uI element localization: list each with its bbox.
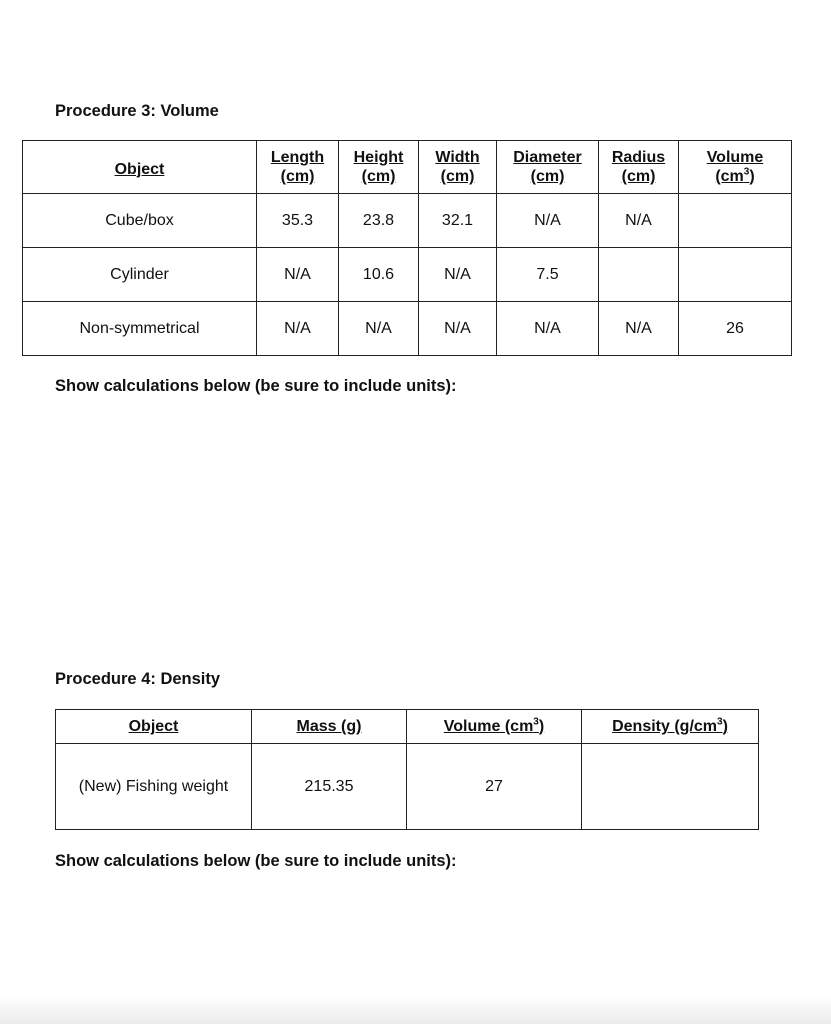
cell-width: N/A bbox=[419, 248, 497, 302]
header-diameter: Diameter (cm) bbox=[497, 141, 599, 194]
procedure3-calc-note: Show calculations below (be sure to include units): bbox=[55, 377, 457, 395]
header-radius: Radius (cm) bbox=[599, 141, 679, 194]
table-row bbox=[23, 248, 792, 302]
density-table-header-row bbox=[56, 710, 759, 744]
cell-width: 32.1 bbox=[419, 194, 497, 248]
cell-volume[interactable] bbox=[679, 248, 792, 302]
cell-length: N/A bbox=[257, 248, 339, 302]
procedure4-heading: Procedure 4: Density bbox=[55, 670, 221, 688]
header-width: Width (cm) bbox=[419, 141, 497, 194]
header-density: Density $(g/cm^3)$ bbox=[582, 710, 759, 744]
header-length: Length (cm) bbox=[257, 141, 339, 194]
header-volume: Volume $(cm^3)$ bbox=[407, 710, 582, 744]
header-object: Object bbox=[23, 141, 257, 194]
cell-object: Non-symmetrical bbox=[23, 302, 257, 356]
cell-height: N/A bbox=[339, 302, 419, 356]
cell-height: 23.8 bbox=[339, 194, 419, 248]
header-volume: Volume $(cm^3)$ bbox=[679, 141, 792, 194]
cell-diameter: N/A bbox=[497, 302, 599, 356]
cell-volume: 26 bbox=[679, 302, 792, 356]
volume-table-header-row bbox=[23, 141, 792, 194]
cell-volume: 27 bbox=[407, 744, 582, 830]
cell-object: Cylinder bbox=[23, 248, 257, 302]
cell-object: (New) Fishing weight bbox=[56, 744, 252, 830]
header-mass: Mass (g) bbox=[252, 710, 407, 744]
procedure3-heading: Procedure 3: Volume bbox=[55, 102, 219, 120]
cell-length: N/A bbox=[257, 302, 339, 356]
density-table bbox=[55, 709, 759, 830]
volume-table bbox=[22, 140, 792, 356]
cell-length: 35.3 bbox=[257, 194, 339, 248]
table-row bbox=[23, 302, 792, 356]
cell-diameter: 7.5 bbox=[497, 248, 599, 302]
table-row bbox=[23, 194, 792, 248]
cell-object: Cube/box bbox=[23, 194, 257, 248]
cell-radius: N/A bbox=[599, 302, 679, 356]
header-height: Height (cm) bbox=[339, 141, 419, 194]
table-row bbox=[56, 744, 759, 830]
procedure4-calc-note: Show calculations below (be sure to include units): bbox=[55, 852, 457, 870]
header-object: Object bbox=[56, 710, 252, 744]
cell-radius[interactable] bbox=[599, 248, 679, 302]
cell-volume[interactable] bbox=[679, 194, 792, 248]
cell-radius: N/A bbox=[599, 194, 679, 248]
cell-diameter: N/A bbox=[497, 194, 599, 248]
cell-density[interactable] bbox=[582, 744, 759, 830]
page-bottom-edge bbox=[0, 996, 831, 1024]
cell-mass: 215.35 bbox=[252, 744, 407, 830]
cell-height: 10.6 bbox=[339, 248, 419, 302]
cell-width: N/A bbox=[419, 302, 497, 356]
